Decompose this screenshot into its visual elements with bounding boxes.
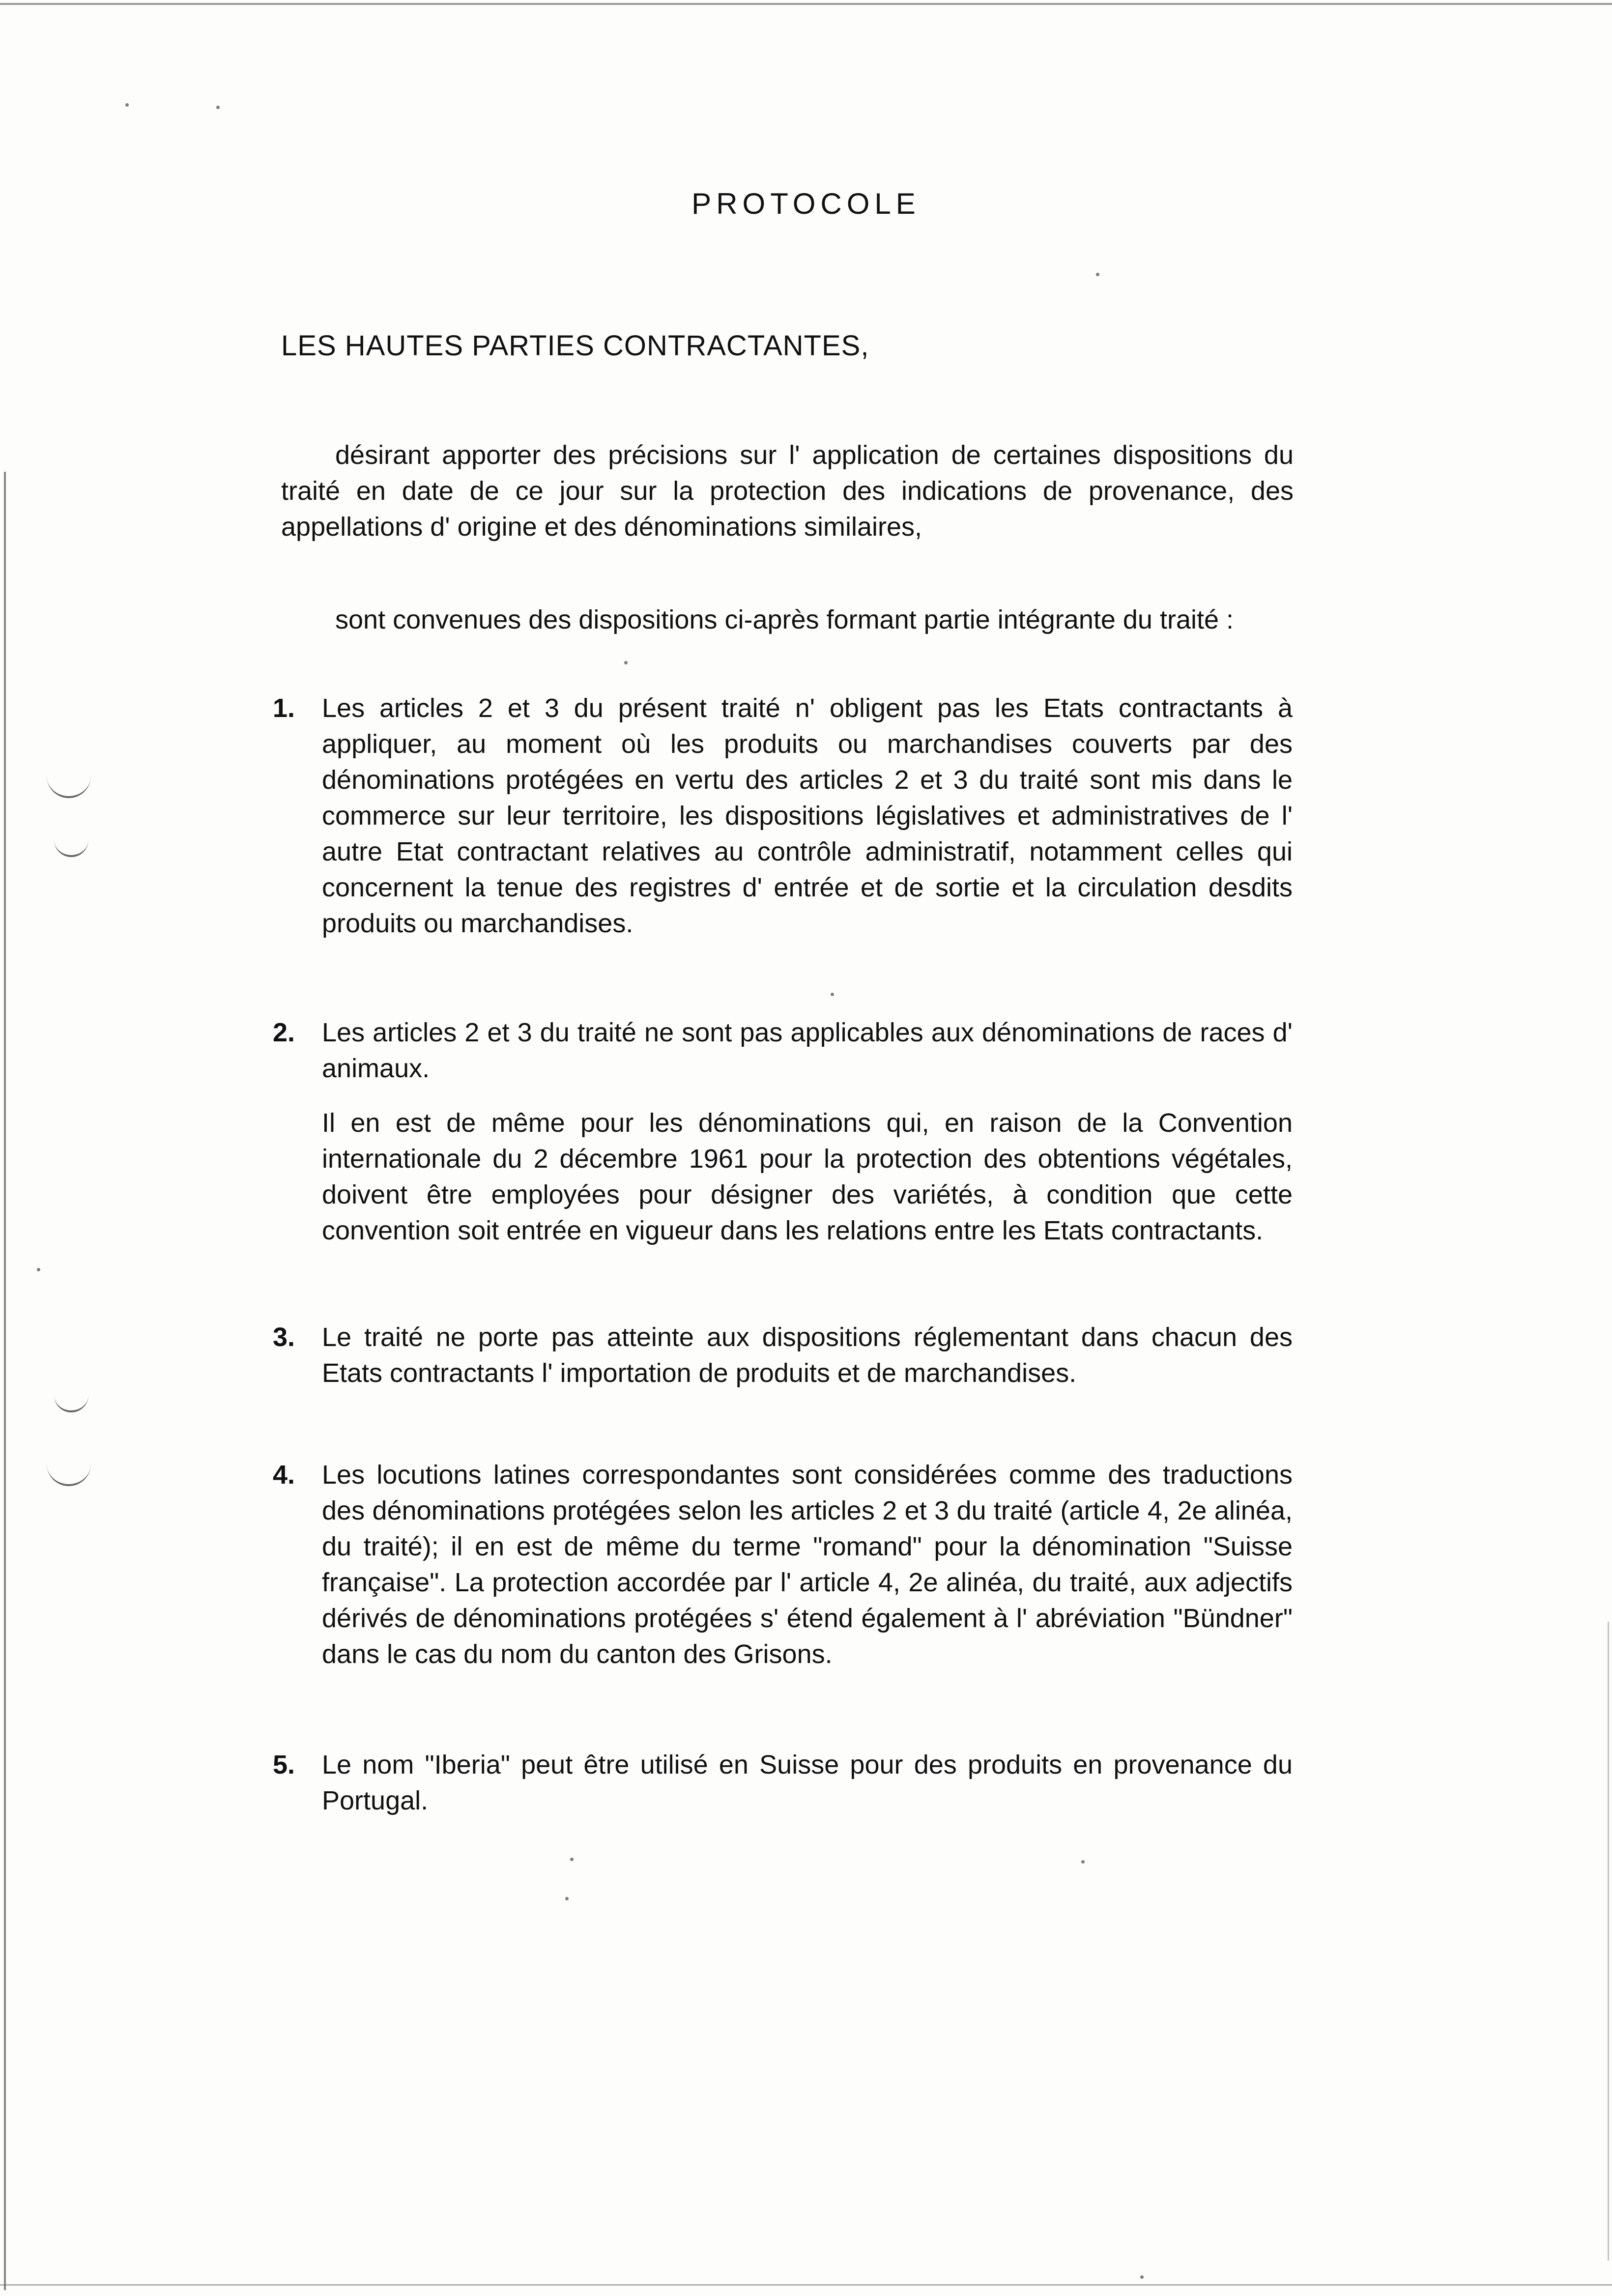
scan-speck [1140, 2275, 1144, 2279]
provision-body [322, 1015, 1293, 1267]
provision-body [322, 690, 1293, 960]
scan-speck [624, 661, 628, 664]
intro-paragraph-text: désirant apporter des précisions sur l' application de certaines dispositions du traité en date de ce jour sur la protection des indications de provenance, des appellations d' origine et des dénominations similaires, [281, 440, 1294, 542]
binding-mark [47, 767, 91, 798]
scan-edge-bottom [0, 2284, 1612, 2286]
scan-speck [1096, 273, 1099, 276]
scan-speck [216, 106, 220, 109]
scan-edge-right [1608, 1622, 1609, 2261]
scan-edge-left [4, 472, 6, 2290]
provision-body [322, 1747, 1293, 1837]
provision-paragraph: Le traité ne porte pas atteinte aux dispositions réglementant dans chacun des Etats contractants l' importation de produits et de marchandises. [322, 1322, 1293, 1388]
provision-number: 1. [273, 693, 295, 723]
document-title: PROTOCOLE [691, 187, 921, 220]
binding-mark [54, 835, 88, 857]
scan-speck [1081, 1860, 1085, 1864]
intro-paragraph [281, 602, 1294, 638]
provision-paragraph: Les articles 2 et 3 du présent traité n' obligent pas les Etats contractants à appliquer, au moment où les produits ou marchandises couverts par des dénominations protégées en vertu des articles 2 et 3 du traité sont mis dans le commerce sur leur territoire, les dispositions législatives et administratives de l' autre Etat contractant relatives au contrôle administratif, notamment celles qui concernent la tenue des registres d' entrée et de sortie et la circulation desdits produits ou marchandises. [322, 693, 1293, 938]
binding-mark [47, 1455, 91, 1486]
provision-paragraph: Le nom "Iberia" peut être utilisé en Suisse pour des produits en provenance du Portugal. [322, 1750, 1293, 1815]
provision-number: 3. [273, 1322, 295, 1352]
parties-heading: LES HAUTES PARTIES CONTRACTANTES, [281, 330, 869, 362]
binding-mark [54, 1391, 88, 1412]
scan-speck [565, 1897, 569, 1900]
scan-speck [37, 1268, 40, 1271]
scan-speck [831, 993, 834, 996]
provision-body [322, 1457, 1293, 1691]
provision-paragraph: Les articles 2 et 3 du traité ne sont pas applicables aux dénominations de races d' animaux. [322, 1018, 1293, 1083]
scan-speck [570, 1858, 574, 1861]
intro-paragraph [281, 437, 1294, 545]
intro-paragraph-text: sont convenues des dispositions ci-après formant partie intégrante du traité : [335, 605, 1234, 634]
provision-number: 2. [273, 1018, 295, 1047]
provision-number: 4. [273, 1460, 295, 1490]
scan-speck [125, 103, 129, 107]
provision-paragraph: Les locutions latines correspondantes sont considérées comme des traductions des dénominations protégées selon les articles 2 et 3 du traité (article 4, 2e alinéa, du traité); il en est de même du terme "romand" pour la dénomination "Suisse française". La protection accordée par l' article 4, 2e alinéa, du traité, aux adjectifs dérivés de dénominations protégées s' étend également à l' abréviation "Bündner" dans le cas du nom du canton des Grisons. [322, 1460, 1293, 1669]
scan-edge-top [0, 3, 1612, 5]
provision-paragraph: Il en est de même pour les dénominations qui, en raison de la Convention internationale du 2 décembre 1961 pour la protection des obtentions végétales, doivent être employées pour désigner des variétés, à condition que cette convention soit entrée en vigueur dans les relations entre les Etats contractants. [322, 1108, 1293, 1245]
provision-body [322, 1320, 1293, 1410]
provision-number: 5. [273, 1750, 295, 1779]
